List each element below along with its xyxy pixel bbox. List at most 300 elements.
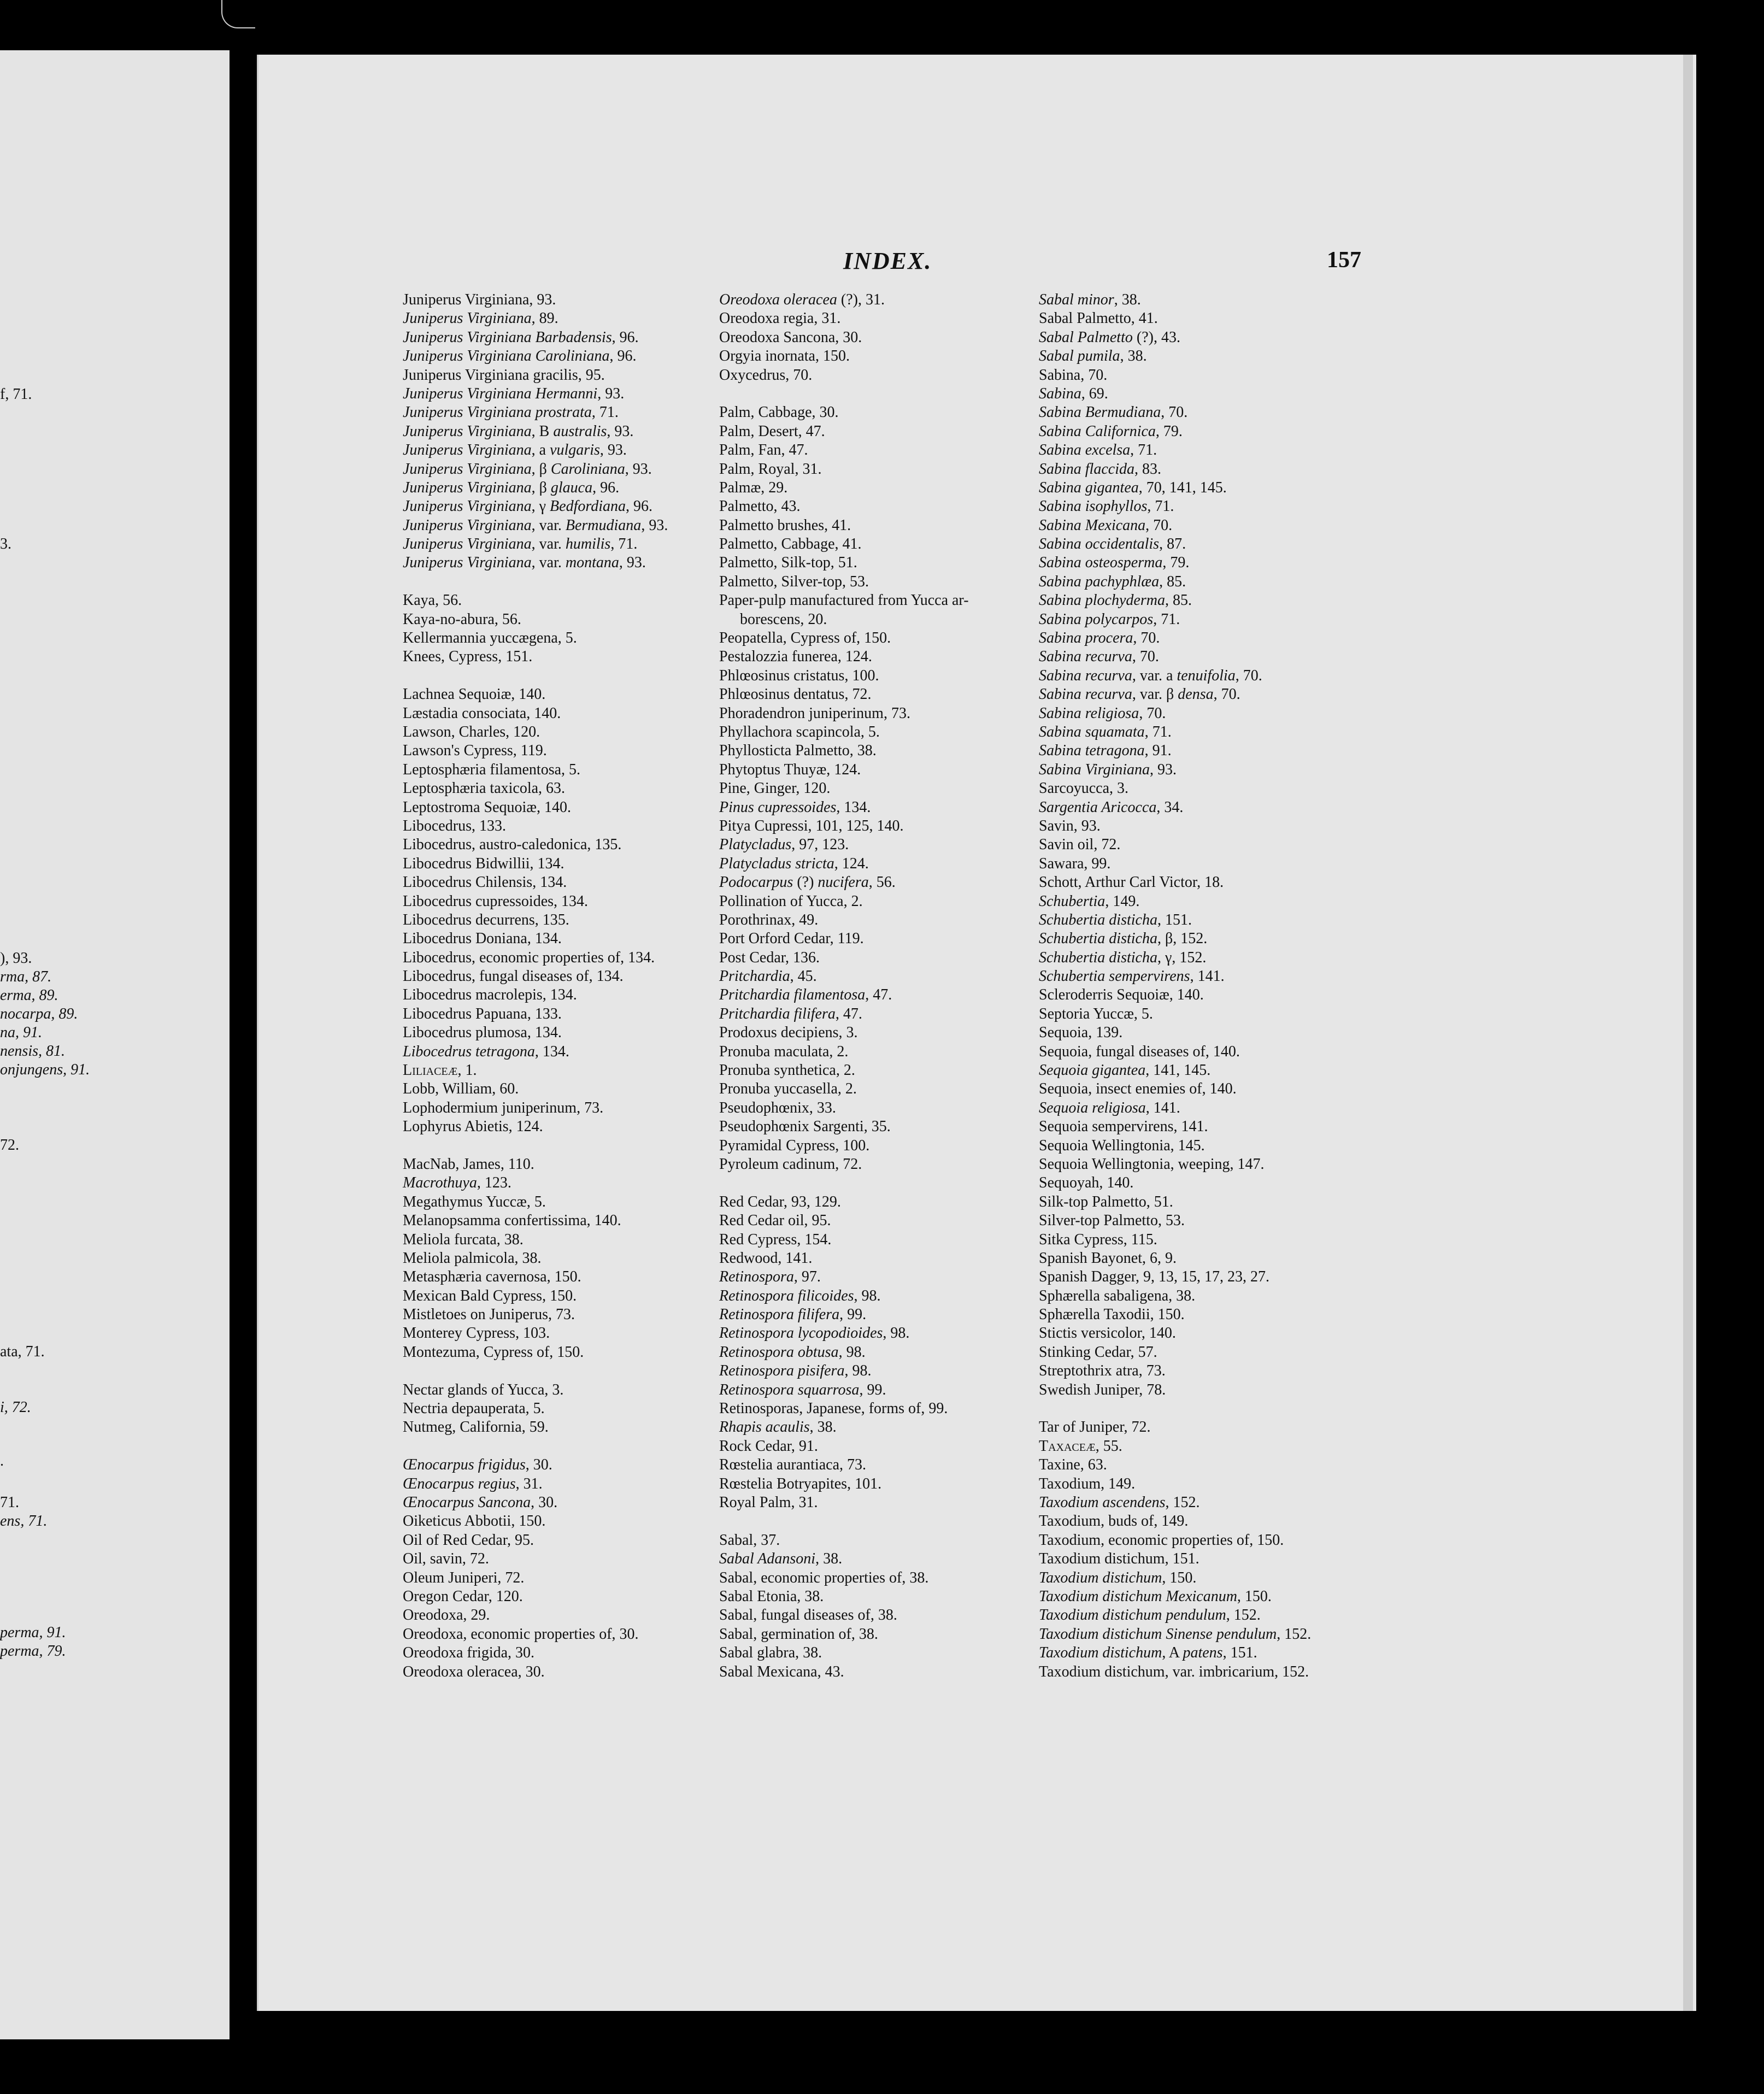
italic-text: Sabina pachyphlæa bbox=[1039, 573, 1160, 590]
index-entry bbox=[403, 366, 668, 385]
entry-text: , 1. bbox=[457, 1062, 477, 1079]
entry-text: Palmetto, Silk-top, 51. bbox=[719, 554, 857, 572]
italic-text: Sabina isophyllos bbox=[1039, 498, 1148, 515]
italic-text: patens bbox=[1183, 1644, 1223, 1662]
index-gap bbox=[403, 573, 668, 591]
entry-text: Libocedrus decurrens, 135. bbox=[403, 911, 569, 928]
index-entry bbox=[1039, 1475, 1311, 1493]
italic-text: Schubertia sempervirens bbox=[1039, 968, 1190, 985]
index-entry bbox=[1039, 535, 1311, 554]
index-entry bbox=[1039, 798, 1311, 817]
entry-text: Sabal Etonia, 38. bbox=[719, 1587, 824, 1605]
index-entry bbox=[403, 347, 668, 366]
index-entry bbox=[1039, 1343, 1311, 1362]
entry-text: , 98. bbox=[854, 1287, 881, 1304]
index-entry bbox=[719, 328, 969, 347]
entry-text: , 93. bbox=[597, 385, 625, 402]
entry-text: Libocedrus, austro-caledonica, 135. bbox=[403, 836, 622, 854]
entry-text: Royal Palm, 31. bbox=[719, 1494, 818, 1511]
facing-page-text: na, 91. bbox=[0, 1024, 42, 1041]
italic-text: Sequoia gigantea bbox=[1039, 1062, 1146, 1079]
italic-text: Retinospora filifera bbox=[719, 1306, 840, 1324]
index-entry bbox=[719, 460, 969, 479]
index-entry bbox=[1039, 1587, 1311, 1606]
index-entry bbox=[403, 1268, 668, 1286]
index-entry bbox=[1039, 1099, 1311, 1117]
italic-text: Sabina religiosa bbox=[1039, 704, 1139, 722]
index-entry bbox=[403, 1587, 668, 1606]
entry-text: Palm, Fan, 47. bbox=[719, 442, 808, 459]
entry-text: , 70. bbox=[1145, 516, 1173, 534]
index-entry bbox=[719, 911, 969, 930]
entry-text: , 71. bbox=[1147, 498, 1174, 515]
index-entry bbox=[719, 1061, 969, 1080]
entry-text: , 151. bbox=[1222, 1644, 1257, 1662]
entry-text: , 134. bbox=[534, 1043, 569, 1060]
index-entry bbox=[1039, 460, 1311, 479]
index-entry bbox=[719, 1399, 969, 1418]
small-caps-text: Taxaceæ bbox=[1039, 1437, 1096, 1455]
entry-text: Spanish Bayonet, 6, 9. bbox=[1039, 1249, 1177, 1267]
index-entry bbox=[1039, 1456, 1311, 1474]
index-entry bbox=[403, 629, 668, 648]
entry-text: , 93. bbox=[607, 422, 634, 440]
entry-text: , 69. bbox=[1081, 385, 1108, 402]
entry-text: Oiketicus Abbotii, 150. bbox=[403, 1513, 546, 1530]
entry-text: Rœstelia aurantiaca, 73. bbox=[719, 1456, 867, 1474]
italic-text: Retinospora pisifera bbox=[719, 1362, 845, 1380]
index-entry bbox=[403, 479, 668, 497]
index-entry bbox=[1039, 1080, 1311, 1098]
italic-text: Sabina occidentalis bbox=[1039, 536, 1160, 553]
entry-text: Oil of Red Cedar, 95. bbox=[403, 1531, 534, 1549]
index-entry bbox=[1039, 1512, 1311, 1531]
entry-text: Oxycedrus, 70. bbox=[719, 366, 813, 384]
entry-text: Lophyrus Abietis, 124. bbox=[403, 1118, 543, 1136]
index-entry bbox=[719, 1305, 969, 1324]
index-entry bbox=[1039, 1305, 1311, 1324]
index-entry bbox=[1039, 291, 1311, 309]
entry-text: , a bbox=[531, 442, 550, 459]
entry-text: Phytoptus Thuyæ, 124. bbox=[719, 761, 861, 778]
entry-text: Pestalozzia funerea, 124. bbox=[719, 648, 872, 666]
entry-text: MacNab, James, 110. bbox=[403, 1155, 534, 1173]
italic-text: Juniperus Virginiana bbox=[403, 498, 532, 515]
index-entry bbox=[1039, 1174, 1311, 1192]
index-entry bbox=[403, 309, 668, 328]
index-entry bbox=[719, 1005, 969, 1024]
entry-text: , 47. bbox=[865, 986, 892, 1004]
entry-text: , 87. bbox=[1159, 536, 1186, 553]
entry-text: Oreodoxa regia, 31. bbox=[719, 310, 841, 327]
entry-text: , 71. bbox=[610, 536, 638, 553]
italic-text: Sabina procera bbox=[1039, 630, 1133, 647]
page-number: 157 bbox=[1327, 248, 1361, 273]
entry-text: Sabal Mexicana, 43. bbox=[719, 1663, 844, 1680]
entry-text: , 96. bbox=[609, 348, 637, 365]
entry-text: , 123. bbox=[477, 1174, 511, 1192]
entry-text: , 149. bbox=[1105, 892, 1140, 910]
index-entry bbox=[403, 1550, 668, 1568]
entry-text: , 34. bbox=[1156, 798, 1184, 816]
entry-text: Retinosporas, Japanese, forms of, 99. bbox=[719, 1400, 948, 1417]
index-entry bbox=[719, 1287, 969, 1305]
entry-text: Scleroderris Sequoiæ, 140. bbox=[1039, 986, 1204, 1004]
entry-text: Stictis versicolor, 140. bbox=[1039, 1325, 1176, 1342]
entry-text: Silver-top Palmetto, 53. bbox=[1039, 1212, 1185, 1230]
entry-text: , 134. bbox=[836, 798, 871, 816]
binding-mark bbox=[221, 0, 255, 28]
italic-text: Juniperus Virginiana Hermanni bbox=[403, 385, 598, 402]
entry-text: , 70. bbox=[1161, 404, 1188, 421]
italic-text: Sabina recurva bbox=[1039, 648, 1132, 666]
italic-text: vulgaris bbox=[550, 442, 600, 459]
entry-text: Palmetto, Cabbage, 41. bbox=[719, 536, 862, 553]
italic-text: Juniperus Virginiana bbox=[403, 554, 532, 572]
index-entry bbox=[1039, 1606, 1311, 1625]
index-entry bbox=[403, 497, 668, 516]
italic-text: Juniperus Virginiana prostrata bbox=[403, 404, 592, 421]
entry-text: Leptosphæria taxicola, 63. bbox=[403, 780, 566, 797]
entry-text: Oreodoxa, economic properties of, 30. bbox=[403, 1625, 639, 1643]
index-entry bbox=[719, 892, 969, 911]
entry-text: Streptothrix atra, 73. bbox=[1039, 1362, 1166, 1380]
index-entry bbox=[719, 798, 969, 817]
italic-text: Sabina Mexicana bbox=[1039, 516, 1146, 534]
italic-text: australis bbox=[553, 422, 607, 440]
index-entry bbox=[719, 573, 969, 591]
entry-text: Libocedrus plumosa, 134. bbox=[403, 1024, 562, 1042]
entry-text: , 93. bbox=[641, 516, 668, 534]
entry-text: Tar of Juniper, 72. bbox=[1039, 1419, 1151, 1436]
index-entry bbox=[403, 1287, 668, 1305]
italic-text: Retinospora filicoides bbox=[719, 1287, 854, 1304]
entry-text: , 55. bbox=[1095, 1437, 1122, 1455]
entry-text: , 152. bbox=[1165, 1494, 1200, 1511]
italic-text: Sabina gigantea bbox=[1039, 479, 1139, 496]
index-entry bbox=[403, 1061, 668, 1080]
index-entry bbox=[719, 610, 969, 629]
index-entry bbox=[403, 1663, 668, 1681]
italic-text: Pritchardia bbox=[719, 968, 790, 985]
index-entry bbox=[719, 723, 969, 742]
index-entry bbox=[719, 1193, 969, 1211]
entry-text: Lobb, William, 60. bbox=[403, 1080, 519, 1098]
facing-page-text: rma, 87. bbox=[0, 968, 52, 985]
index-entry bbox=[403, 1531, 668, 1550]
index-entry bbox=[1039, 1155, 1311, 1174]
entry-text: Pronuba yuccasella, 2. bbox=[719, 1080, 857, 1098]
entry-text: , 30. bbox=[531, 1494, 558, 1511]
italic-text: Sabina Virginiana bbox=[1039, 761, 1150, 778]
italic-text: Juniperus Virginiana bbox=[403, 460, 532, 478]
entry-text: , 85. bbox=[1159, 573, 1186, 590]
index-entry bbox=[719, 1418, 969, 1437]
entry-text: Pollination of Yucca, 2. bbox=[719, 892, 863, 910]
index-entry bbox=[403, 930, 668, 948]
index-entry bbox=[403, 1343, 668, 1362]
italic-text: Caroliniana bbox=[550, 460, 625, 478]
entry-text: , var. bbox=[531, 516, 566, 534]
entry-text: , 85. bbox=[1165, 592, 1192, 609]
index-entry bbox=[719, 516, 969, 535]
index-entry bbox=[403, 1117, 668, 1136]
index-entry bbox=[1039, 1137, 1311, 1155]
index-entry bbox=[1039, 1231, 1311, 1249]
index-entry bbox=[403, 1024, 668, 1042]
facing-page-fragment bbox=[0, 50, 230, 2039]
index-entry bbox=[403, 1231, 668, 1249]
entry-text: Pyramidal Cypress, 100. bbox=[719, 1137, 870, 1154]
index-entry bbox=[403, 1512, 668, 1531]
index-column-3 bbox=[1039, 291, 1311, 1681]
entry-text: Nutmeg, California, 59. bbox=[403, 1419, 549, 1436]
facing-page-text: ), 93. bbox=[0, 950, 32, 967]
index-entry bbox=[403, 385, 668, 403]
index-entry bbox=[719, 930, 969, 948]
italic-text: Retinospora lycopodioides bbox=[719, 1325, 883, 1342]
index-entry bbox=[1039, 366, 1311, 385]
index-entry bbox=[403, 967, 668, 986]
entry-text: , 56. bbox=[868, 874, 896, 891]
entry-text: Pseudophœnix Sargenti, 35. bbox=[719, 1118, 891, 1136]
entry-text: , A bbox=[1162, 1644, 1183, 1662]
index-entry bbox=[1039, 1043, 1311, 1061]
index-entry bbox=[719, 1324, 969, 1343]
index-entry bbox=[403, 648, 668, 666]
entry-text: , 79. bbox=[1162, 554, 1190, 572]
entry-text: Pyroleum cadinum, 72. bbox=[719, 1155, 862, 1173]
index-entry bbox=[1039, 1268, 1311, 1286]
entry-text: , 98. bbox=[844, 1362, 872, 1380]
index-entry bbox=[403, 1249, 668, 1268]
entry-text: , 70. bbox=[1235, 667, 1262, 684]
facing-page-text: 71. bbox=[0, 1494, 19, 1511]
entry-text: Palm, Cabbage, 30. bbox=[719, 404, 839, 421]
index-entry bbox=[719, 761, 969, 779]
index-entry bbox=[403, 1155, 668, 1174]
entry-text: , 71. bbox=[591, 404, 619, 421]
entry-text: Post Cedar, 136. bbox=[719, 949, 820, 966]
index-entry bbox=[719, 1137, 969, 1155]
index-entry bbox=[403, 1174, 668, 1192]
index-entry bbox=[719, 1381, 969, 1399]
entry-text: , 89. bbox=[531, 310, 558, 327]
index-gap bbox=[719, 385, 969, 403]
entry-text: , 98. bbox=[883, 1325, 910, 1342]
entry-text: , 70. bbox=[1139, 704, 1166, 722]
entry-text: , 96. bbox=[592, 479, 620, 496]
index-entry bbox=[719, 685, 969, 704]
index-page bbox=[257, 55, 1685, 2011]
index-entry bbox=[403, 1211, 668, 1230]
index-entry bbox=[403, 986, 668, 1004]
entry-text: , γ, 152. bbox=[1157, 949, 1207, 966]
index-entry bbox=[403, 1493, 668, 1512]
index-entry bbox=[403, 460, 668, 479]
index-entry bbox=[719, 1117, 969, 1136]
italic-text: Juniperus Virginiana bbox=[403, 442, 532, 459]
italic-text: Juniperus Virginiana Barbadensis bbox=[403, 328, 612, 346]
index-entry bbox=[403, 1399, 668, 1418]
entry-text: , 70. bbox=[1213, 686, 1240, 703]
index-entry bbox=[1039, 479, 1311, 497]
entry-text: Sphærella Taxodii, 150. bbox=[1039, 1306, 1185, 1324]
facing-page-text: nensis, 81. bbox=[0, 1043, 65, 1060]
index-entry bbox=[719, 1343, 969, 1362]
entry-text: Knees, Cypress, 151. bbox=[403, 648, 533, 666]
entry-text: Sequoia, fungal diseases of, 140. bbox=[1039, 1043, 1240, 1060]
index-entry bbox=[1039, 403, 1311, 422]
entry-text: Phlœosinus dentatus, 72. bbox=[719, 686, 872, 703]
facing-page-text: f, 71. bbox=[0, 386, 32, 403]
entry-text: Phoradendron juniperinum, 73. bbox=[719, 704, 910, 722]
entry-text: Rock Cedar, 91. bbox=[719, 1437, 818, 1455]
italic-text: Sabal pumila bbox=[1039, 348, 1120, 365]
index-entry bbox=[1039, 554, 1311, 572]
index-entry bbox=[719, 1231, 969, 1249]
facing-page-text: perma, 79. bbox=[0, 1643, 66, 1660]
index-column-2 bbox=[719, 291, 969, 1681]
entry-text: Juniperus Virginiana gracilis, 95. bbox=[403, 366, 605, 384]
index-entry bbox=[403, 949, 668, 967]
index-entry bbox=[1039, 817, 1311, 836]
italic-text: Sabina squamata bbox=[1039, 723, 1145, 740]
entry-text: , 98. bbox=[838, 1343, 866, 1361]
entry-text: , 71. bbox=[1153, 610, 1180, 628]
index-entry bbox=[1039, 497, 1311, 516]
entry-text: , 93. bbox=[625, 460, 652, 478]
index-entry bbox=[1039, 422, 1311, 441]
italic-text: Retinospora squarrosa bbox=[719, 1381, 860, 1398]
index-entry bbox=[403, 591, 668, 610]
index-entry bbox=[1039, 1437, 1311, 1456]
entry-text: Mistletoes on Juniperus, 73. bbox=[403, 1306, 575, 1324]
italic-text: Taxodium distichum Sinense pendulum bbox=[1039, 1625, 1277, 1643]
facing-page-text: erma, 89. bbox=[0, 987, 58, 1004]
index-entry bbox=[719, 1043, 969, 1061]
facing-page-text: ata, 71. bbox=[0, 1343, 45, 1360]
entry-text: Libocedrus, economic properties of, 134. bbox=[403, 949, 655, 966]
entry-text: Sequoia, 139. bbox=[1039, 1024, 1123, 1042]
entry-text: Savin, 93. bbox=[1039, 817, 1101, 834]
index-gap bbox=[719, 1512, 969, 1531]
index-entry bbox=[1039, 892, 1311, 911]
entry-text: , 38. bbox=[809, 1419, 837, 1436]
italic-text: Taxodium distichum bbox=[1039, 1644, 1162, 1662]
index-entry bbox=[403, 873, 668, 892]
index-entry bbox=[1039, 1663, 1311, 1681]
index-entry bbox=[719, 479, 969, 497]
italic-text: Schubertia bbox=[1039, 892, 1106, 910]
entry-text: , 124. bbox=[834, 855, 869, 872]
index-entry bbox=[403, 1569, 668, 1587]
italic-text: Juniperus Virginiana bbox=[403, 310, 532, 327]
index-entry bbox=[719, 1550, 969, 1568]
index-entry bbox=[1039, 629, 1311, 648]
index-entry bbox=[719, 704, 969, 723]
entry-text: , 71. bbox=[1144, 723, 1172, 740]
entry-text: , var. β bbox=[1132, 686, 1178, 703]
entry-text: , 93. bbox=[599, 442, 627, 459]
italic-text: Juniperus Virginiana bbox=[403, 479, 532, 496]
entry-text: Sequoyah, 140. bbox=[1039, 1174, 1134, 1192]
entry-text: , 47. bbox=[835, 1005, 862, 1022]
index-entry bbox=[1039, 967, 1311, 986]
index-entry bbox=[1039, 648, 1311, 666]
facing-page-text: ens, 71. bbox=[0, 1513, 48, 1530]
facing-page-text: 72. bbox=[0, 1137, 19, 1154]
italic-text: Œnocarpus Sancona bbox=[403, 1494, 531, 1511]
index-entry bbox=[403, 554, 668, 572]
entry-text: Port Orford Cedar, 119. bbox=[719, 930, 864, 948]
entry-text: Nectria depauperata, 5. bbox=[403, 1400, 545, 1417]
index-entry bbox=[403, 328, 668, 347]
index-entry bbox=[1039, 930, 1311, 948]
index-gap bbox=[403, 667, 668, 685]
entry-text: Pine, Ginger, 120. bbox=[719, 780, 831, 797]
entry-text: , 70. bbox=[1132, 648, 1159, 666]
italic-text: Sabina osteosperma bbox=[1039, 554, 1163, 572]
entry-text: , var. bbox=[531, 536, 566, 553]
entry-text: , γ bbox=[531, 498, 550, 515]
entry-text: Melanopsamma confertissima, 140. bbox=[403, 1212, 621, 1230]
entry-text: Red Cedar oil, 95. bbox=[719, 1212, 831, 1230]
entry-text: Libocedrus, fungal diseases of, 134. bbox=[403, 968, 624, 985]
entry-text: , 141. bbox=[1190, 968, 1225, 985]
index-entry bbox=[1039, 1005, 1311, 1024]
italic-text: Sabal minor bbox=[1039, 291, 1114, 308]
entry-text: Libocedrus, 133. bbox=[403, 817, 506, 834]
italic-text: Sabina recurva bbox=[1039, 667, 1132, 684]
index-entry bbox=[1039, 1493, 1311, 1512]
entry-text: Metasphæria cavernosa, 150. bbox=[403, 1268, 581, 1286]
index-entry bbox=[719, 347, 969, 366]
entry-text: Leptosphæria filamentosa, 5. bbox=[403, 761, 581, 778]
entry-text: , 96. bbox=[625, 498, 652, 515]
page-edge bbox=[1683, 55, 1693, 2011]
entry-text: Palmetto brushes, 41. bbox=[719, 516, 851, 534]
entry-text: Red Cypress, 154. bbox=[719, 1231, 832, 1248]
index-entry bbox=[403, 855, 668, 873]
entry-text: Palmetto, Silver-top, 53. bbox=[719, 573, 869, 590]
entry-text: Pitya Cupressi, 101, 125, 140. bbox=[719, 817, 904, 834]
index-entry bbox=[1039, 761, 1311, 779]
entry-text: Redwood, 141. bbox=[719, 1249, 813, 1267]
index-entry bbox=[719, 535, 969, 554]
facing-page-text: 3. bbox=[0, 536, 11, 552]
index-entry bbox=[719, 1569, 969, 1587]
entry-text: , var. a bbox=[1132, 667, 1177, 684]
index-entry bbox=[719, 629, 969, 648]
index-entry bbox=[1039, 1211, 1311, 1230]
facing-page-text: perma, 91. bbox=[0, 1624, 66, 1641]
index-entry bbox=[1039, 1381, 1311, 1399]
index-entry bbox=[719, 1475, 969, 1493]
italic-text: Sabina polycarpos bbox=[1039, 610, 1154, 628]
italic-text: Libocedrus tetragona bbox=[403, 1043, 535, 1060]
small-caps-text: Liliaceæ bbox=[403, 1062, 458, 1079]
entry-text: Sphærella sabaligena, 38. bbox=[1039, 1287, 1196, 1304]
index-entry bbox=[1039, 685, 1311, 704]
index-entry bbox=[1039, 779, 1311, 798]
index-entry bbox=[403, 291, 668, 309]
entry-text: , 97, 123. bbox=[791, 836, 849, 854]
entry-text: Kellermannia yuccægena, 5. bbox=[403, 630, 577, 647]
entry-text: Phyllachora scapincola, 5. bbox=[719, 723, 880, 740]
entry-text: , 99. bbox=[859, 1381, 886, 1398]
entry-text: Taxodium, economic properties of, 150. bbox=[1039, 1531, 1284, 1549]
